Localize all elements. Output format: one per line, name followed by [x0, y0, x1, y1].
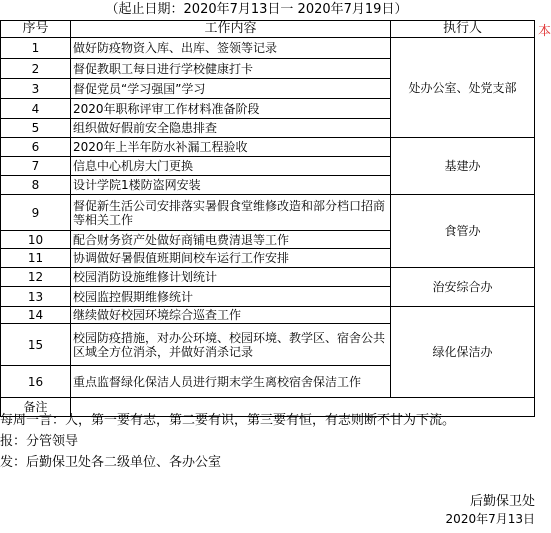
row-task: 2020年上半年防水补漏工程验收: [71, 138, 391, 157]
signature-date: 2020年7月13日: [445, 512, 535, 526]
row-task: 重点监督绿化保洁人员进行期末学生离校宿舍保洁工作: [71, 366, 391, 398]
owner-construction: 基建办: [391, 138, 535, 195]
row-task: 配合财务资产处做好商铺电费清退等工作: [71, 231, 391, 249]
row-no: 15: [1, 324, 71, 366]
table-row: [1, 195, 535, 231]
table-header-row: [1, 21, 535, 38]
header-no: 序号: [1, 21, 71, 38]
row-no: 1: [1, 38, 71, 59]
signature-org: 后勤保卫处: [469, 494, 535, 509]
table-row: [1, 268, 535, 287]
date-range-title: [0, 2, 549, 18]
row-task: 做好防疫物资入库、出库、签领等记录: [71, 38, 391, 59]
table-row: [1, 138, 535, 157]
work-plan-table: [0, 20, 535, 417]
row-no: 8: [1, 176, 71, 195]
header-task: 工作内容: [71, 21, 391, 38]
report-to-line: 报：分管领导: [0, 434, 79, 449]
row-no: 4: [1, 99, 71, 119]
row-task: 设计学院1楼防盗网安装: [71, 176, 391, 195]
table-row: [1, 307, 535, 324]
row-task: 校园监控假期维修统计: [71, 287, 391, 307]
row-no: 11: [1, 249, 71, 268]
row-no: 10: [1, 231, 71, 249]
row-no: 14: [1, 307, 71, 324]
row-task: 校园消防设施维修计划统计: [71, 268, 391, 287]
row-no: 2: [1, 59, 71, 79]
row-no: 5: [1, 119, 71, 138]
weekly-quote: 每周一言：人，第一要有志，第二要有识，第三要有恒，有志则断不甘为下流。: [0, 413, 456, 428]
row-no: 13: [1, 287, 71, 307]
side-mark: 本: [538, 24, 551, 39]
owner-security: 治安综合办: [391, 268, 535, 307]
row-task: 督促新生活公司安排落实暑假食堂维修改造和部分档口招商等相关工作: [71, 195, 391, 231]
owner-office: 处办公室、处党支部: [391, 38, 535, 138]
row-task: 2020年职称评审工作材料准备阶段: [71, 99, 391, 119]
row-no: 3: [1, 79, 71, 99]
row-task: 组织做好假前安全隐患排查: [71, 119, 391, 138]
row-task: 督促教职工每日进行学校健康打卡: [71, 59, 391, 79]
row-task: 信息中心机房大门更换: [71, 157, 391, 176]
date-range-text: （起止日期：2020年7月13日一 2020年7月19日）: [105, 2, 408, 17]
row-task: 协调做好暑假值班期间校车运行工作安排: [71, 249, 391, 268]
row-no: 9: [1, 195, 71, 231]
row-task: 继续做好校园环境综合巡查工作: [71, 307, 391, 324]
owner-greening: 绿化保洁办: [391, 307, 535, 398]
row-no: 6: [1, 138, 71, 157]
footer-lines: [0, 410, 549, 473]
row-no: 7: [1, 157, 71, 176]
row-no: 16: [1, 366, 71, 398]
header-owner: 执行人: [391, 21, 535, 38]
table-row: [1, 38, 535, 59]
row-task: 督促党员“学习强国”学习: [71, 79, 391, 99]
notes-label: 备注: [1, 398, 71, 417]
send-to-line: 发：后勤保卫处各二级单位、各办公室: [0, 455, 222, 470]
row-no: 12: [1, 268, 71, 287]
owner-canteen: 食管办: [391, 195, 535, 268]
row-task: 校园防疫措施，对办公环境、校园环境、教学区、宿舍公共区域全方位消杀，并做好消杀记录: [71, 324, 391, 366]
